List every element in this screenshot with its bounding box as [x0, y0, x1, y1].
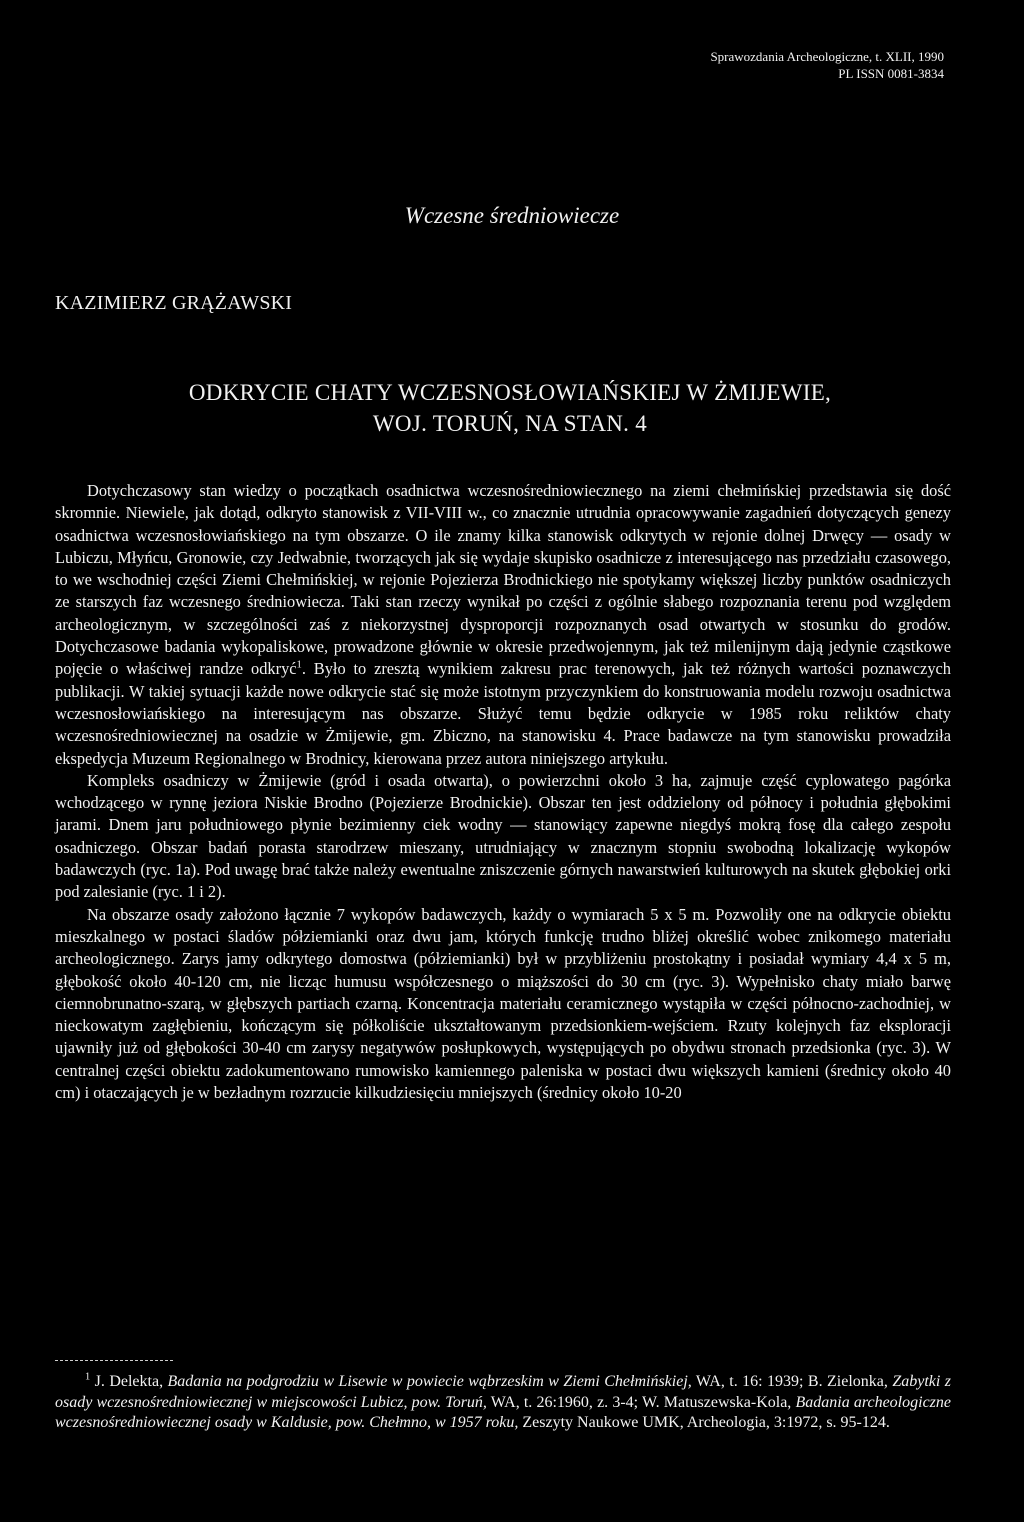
footnote-marker: 1: [85, 1371, 91, 1383]
section-heading: Wczesne średniowiecze: [404, 203, 620, 228]
article-body: [55, 480, 951, 1104]
journal-header: [710, 48, 944, 82]
footnote-text-3: WA, t. 26:1960, z. 3-4; W. Matuszewska-Kola,: [486, 1393, 796, 1411]
paragraph-1: [55, 480, 951, 770]
footnote-title-2: Zabytki z osady wczesnośredniowiecznej w miejscowości Lubicz, pow. Toruń,: [55, 1373, 952, 1411]
article-title-line-1: ODKRYCIE CHATY WCZESNOSŁOWIAŃSKIEJ W ŻMIJEWIE,: [188, 380, 832, 405]
footnote-text-1: J. Delekta,: [90, 1373, 168, 1390]
footnote-title-1: Badania na podgrodziu w Lisewie w powiecie wąbrzeskim w Ziemi Chełmińskiej,: [167, 1373, 692, 1390]
paragraph-1-text: Dotychczasowy stan wiedzy o początkach osadnictwa wczesnośredniowiecznego na ziemi chełmińskiej przedstawia się dość skromnie. Niewiele, jak dotąd, odkryto stanowisk z VII-VIII w., co znacznie utrudnia opracowywanie zagadnień dotyczących genezy osadnictwa wczesnosłowiańskiego na tym obszarze. O ile znamy kilka stanowisk odkrytych w rejonie dolnej Drwęcy — osady w Lubiczu, Młyńcu, Gronowie, czy Jedwabnie, tworzących jak się wydaje skupisko osadnicze z interesującego nas przedziału czasowego, to we wschodniej części Ziemi Chełmińskiej, w rejonie Pojezierza Brodnickiego nie spotykamy większej liczby punktów osadniczych ze starszych faz wczesnego średniowiecza. Taki stan rzeczy wynikał po części z ogólnie słabego rozpoznania terenu pod względem archeologicznym, w szczególności zaś z niekorzystnej dysproporcji rozpoznanych osad otwartych w stosunku do grodów. Dotychczasowe badania wykopaliskowe, prowadzone głównie w okresie przedwojennym, jak też milenijnym dają jedynie cząstkowe pojęcie o właściwej randze odkryć: [55, 481, 951, 679]
footnote-1: [55, 1372, 951, 1434]
footnote-title-3: Badania archeologiczne wczesnośredniowiecznej osady w Kaldusie, pow. Chełmno, w 1957 roku,: [55, 1393, 952, 1431]
author-name: KAZIMIERZ GRĄŻAWSKI: [55, 292, 293, 314]
footnote-text-4: Zeszyty Naukowe UMK, Archeologia, 3:1972, s. 95-124.: [518, 1414, 890, 1431]
footnotes: [55, 1372, 951, 1434]
journal-citation: Sprawozdania Archeologiczne, t. XLII, 1990: [710, 49, 944, 64]
paragraph-3: Na obszarze osady założono łącznie 7 wykopów badawczych, każdy o wymiarach 5 x 5 m. Pozwoliły one na odkrycie obiektu mieszkalnego w postaci śladów półziemianki oraz dwu jam, których funkcję trudno bliżej określić wobec znikomego materiału archeologicznego. Zarys jamy odkrytego domostwa (półziemianki) był w przybliżeniu prostokątny i posiadał wymiary 4,4 x 5 m, głębokość około 40-120 cm, nie licząc humusu współczesnego o miąższości do 30 cm (ryc. 3). Wypełnisko chaty miało barwę ciemnobrunatno-szarą, w głębszych partiach czarną. Koncentracja materiału ceramicznego wystąpiła w części północno-zachodniej, w nieckowatym zagłębieniu, kończącym się półkoliście ukształtowanym przedsionkiem-wejściem. Rzuty kolejnych faz eksploracji ujawniły już od głębokości 30-40 cm zarysy negatywów posłupkowych, występujących po obydwu stronach przedsionka (ryc. 3). W centralnej części obiektu zadokumentowano rumowisko kamiennego paleniska w postaci dwu większych kamieni (średnicy około 40 cm) i otaczających je w bezładnym rozrzucie kilkudziesięciu mniejszych (średnicy około 10-20: [55, 904, 951, 1103]
footnote-divider: [55, 1360, 173, 1361]
footnote-text-2: WA, t. 16: 1939; B. Zielonka,: [691, 1373, 893, 1390]
paragraph-2: Kompleks osadniczy w Żmijewie (gród i osada otwarta), o powierzchni około 3 ha, zajmuje część cyplowatego pagórka wchodzącego w rynnę jeziora Niskie Brodno (Pojezierze Brodnickie). Obszar ten jest oddzielony od północy i południa głębokimi jarami. Dnem jaru południowego płynie bezimienny ciek wodny — stanowiący zapewne niegdyś mokrą fosę dla całego zespołu osadniczego. Obszar badań porasta starodrzew mieszany, utrudniający w znacznym stopniu swobodną lokalizację wykopów badawczych (ryc. 1a). Pod uwagę brać także należy ewentualne zniszczenie górnych nawarstwień kulturowych na skutek głębokiej orki pod zalesianie (ryc. 1 i 2).: [55, 770, 951, 902]
paragraph-1-tail: . Było to zresztą wynikiem zakresu prac terenowych, jak też różnych wartości poznawczych publikacji. W takiej sytuacji każde nowe odkrycie stać się może istotnym przyczynkiem do konstruowania modelu rozwoju osadnictwa wczesnosłowiańskiego na interesującym nas obszarze. Służyć temu będzie odkrycie w 1985 roku reliktów chaty wczesnośredniowiecznej na osadzie w Żmijewie, gm. Zbiczno, na stanowisku 4. Prace badawcze na tym stanowisku prowadziła ekspedycja Muzeum Regionalnego w Brodnicy, kierowana przez autora niniejszego artykułu.: [55, 659, 951, 768]
issn: PL ISSN 0081-3834: [838, 66, 944, 81]
article-title: [60, 377, 960, 439]
footnote-ref: 1: [296, 659, 302, 671]
article-title-line-2: WOJ. TORUŃ, NA STAN. 4: [372, 411, 648, 436]
